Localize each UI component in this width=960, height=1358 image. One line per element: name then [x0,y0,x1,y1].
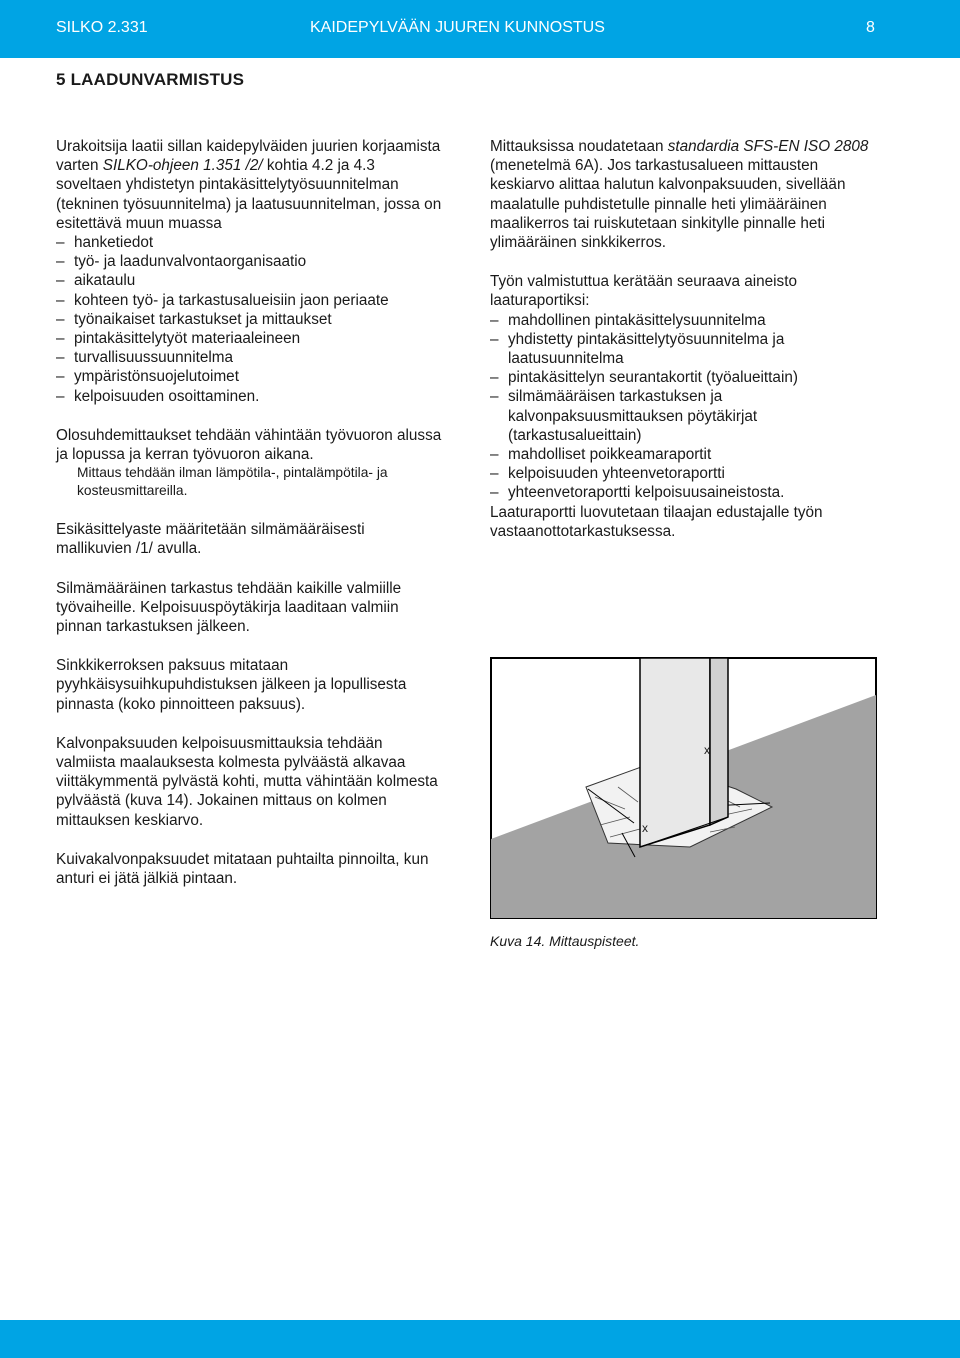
list-item: – ympäristönsuojelutoimet [56,367,444,386]
list-item: – työ- ja laadunvalvontaorganisaatio [56,252,444,271]
post-base-illustration [490,657,877,919]
paragraph-kuivakalvo: Kuivakalvonpaksuudet mitataan puhtailta pinnoilta, kun anturi ei jätä jälkiä pintaan. [56,850,429,888]
paragraph-kalvonpaksuus: Kalvonpaksuuden kelpoisuusmittauksia tehdään valmiista maalauksesta kolmesta pylväästä alkavaa viittäkymmentä pylvästä kohti, mutta vähintään kolmesta pylväästä (kuva 14). Jokainen mittaus on kolmen mittauksen keskiarvo. [56,734,438,829]
right-column [490,137,878,541]
measurement-point-marker: x [642,821,648,835]
contents-list [56,233,444,406]
reference-silko: SILKO-ohjeen 1.351 /2/ [102,157,263,175]
paragraph-esikasittely: Esikäsittelyaste määritetään silmämääräisesti mallikuvien /1/ avulla. [56,521,365,558]
paragraph-mittaukset: Mittauksissa noudatetaan standardia SFS-EN ISO 2808 (menetelmä 6A). Jos tarkastusalueen mittausten keskiarvo alittaa halutun kalvonpaksuuden, sivellään maalatulle puhdistetulle pinnalle heti ylimääräinen maalikerros tai ruiskutetaan sinkitylle pinnalle heti ylimääräinen sinkkikerros. [490,138,869,252]
document-code: SILKO 2.331 [56,19,148,36]
list-item: – kelpoisuuden osoittaminen. [56,387,444,406]
list-item: – aikataulu [56,271,444,290]
list-item: – silmämääräisen tarkastuksen ja kalvonpaksuusmittauksen pöytäkirjat (tarkastusalueittain) [490,387,878,445]
list-item: – kelpoisuuden yhteenvetoraportti [490,464,878,483]
document-title: KAIDEPYLVÄÄN JUUREN KUNNOSTUS [310,19,605,36]
list-item: – kohteen työ- ja tarkastusalueisiin jaon periaate [56,291,444,310]
header-bar [0,0,960,58]
standard-reference: standardia SFS-EN ISO 2808 [667,138,869,155]
paragraph-olosuhde: Olosuhdemittaukset tehdään vähintään työvuoron alussa ja lopussa ja kerran työvuoron aikana. [56,426,442,464]
intro-paragraph: Urakoitsija laatii sillan kaidepylväiden juurien korjaamista varten SILKO-ohjeen 1.351 /2/ kohtia 4.2 ja 4.3 soveltaen yhdistetyn pintakäsittelytyösuunnitelman (tekninen työsuunnitelma) ja laatusuunnitelman, jossa on esitettävä muun muassa [56,138,442,232]
footer-bar [0,1320,960,1358]
figure-caption: Kuva 14. Mittauspisteet. [490,933,640,949]
paragraph-sinkkikerros: Sinkkikerroksen paksuus mitataan pyyhkäisysuihkupuhdistuksen jälkeen ja lopullisesta pinnasta (koko pinnoitteen paksuus). [56,657,407,713]
list-item: – yhdistetty pintakäsittelytyösuunnitelma ja laatusuunnitelma [490,330,878,368]
note-mittaus: Mittaus tehdään ilman lämpötila-, pintalämpötila- ja kosteusmittareilla. [77,465,388,499]
list-item: – pintakäsittelytyöt materiaaleineen [56,329,444,348]
list-item: – pintakäsittelyn seurantakortit (työalueittain) [490,368,878,387]
page-number: 8 [866,19,875,36]
list-item: – hanketiedot [56,233,444,252]
paragraph-luovutus: Laaturaportti luovutetaan tilaajan edustajalle työn vastaanottotarkastuksessa. [490,503,823,540]
list-item: – turvallisuussuunnitelma [56,348,444,367]
list-item: – työnaikaiset tarkastukset ja mittaukset [56,310,444,329]
left-column [56,137,444,888]
figure-measurement-points [490,657,877,919]
list-item: – mahdolliset poikkeamaraportit [490,445,878,464]
list-item: – yhteenvetoraportti kelpoisuusaineistosta. [490,483,878,502]
post-front-face [640,658,710,847]
report-list [490,311,878,503]
measurement-point-marker: x [704,743,710,757]
paragraph-laaturaportti-intro: Työn valmistuttua kerätään seuraava aineisto laaturaportiksi: [490,273,797,310]
paragraph-silmamaarainen: Silmämääräinen tarkastus tehdään kaikille valmiille työvaiheille. Kelpoisuuspöytäkirja laaditaan valmiin pinnan tarkastuksen jälkeen. [56,579,402,636]
list-item: – mahdollinen pintakäsittelysuunnitelma [490,311,878,330]
section-title: 5 LAADUNVARMISTUS [56,70,245,89]
post-side-face [710,658,728,825]
